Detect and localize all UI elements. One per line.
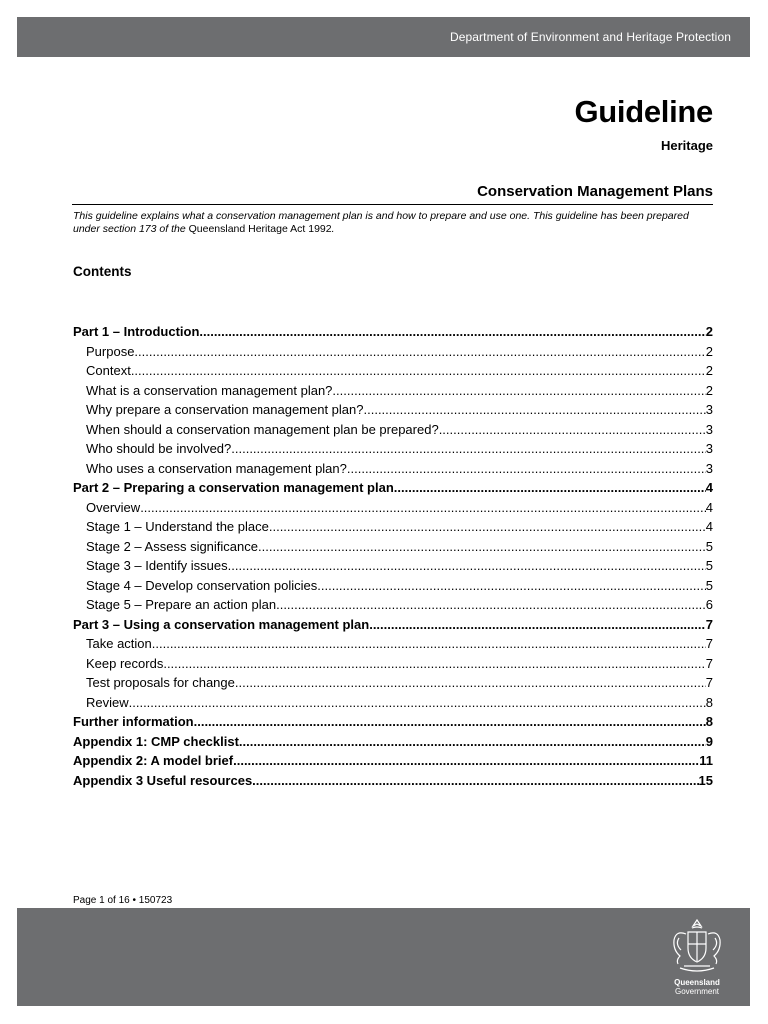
toc-entry-page: 3 — [705, 441, 713, 456]
document-title: Conservation Management Plans — [477, 183, 713, 200]
toc-entry-label: Stage 3 – Identify issues — [86, 558, 228, 573]
toc-entry-label: Part 3 – Using a conservation management plan — [73, 616, 370, 632]
toc-entry-page: 9 — [705, 733, 713, 749]
toc-leader-dots — [134, 342, 705, 362]
toc-entry-label: Appendix 2: A model brief — [73, 753, 234, 768]
toc-entry[interactable] — [73, 615, 713, 635]
toc-entry-label: Further information — [73, 714, 194, 729]
toc-leader-dots — [276, 595, 706, 615]
toc-entry[interactable] — [73, 400, 713, 420]
toc-entry-label: Why prepare a conservation management plan? — [86, 402, 364, 417]
toc-leader-dots — [364, 400, 706, 420]
toc-leader-dots — [152, 634, 706, 654]
toc-leader-dots — [347, 459, 706, 479]
toc-entry-page: 2 — [705, 324, 713, 339]
toc-leader-dots — [129, 693, 706, 713]
toc-entry[interactable] — [73, 478, 713, 498]
toc-entry-label: Who uses a conservation management plan? — [86, 460, 347, 476]
toc-entry-label: Part 2 – Preparing a conservation management plan — [73, 480, 394, 495]
toc-entry-label: Stage 5 – Prepare an action plan — [86, 597, 277, 612]
toc-entry-page: 11 — [699, 753, 713, 768]
toc-entry-page: 8 — [705, 694, 713, 710]
toc-entry[interactable] — [73, 517, 713, 537]
toc-entry-page: 3 — [705, 460, 713, 476]
toc-entry[interactable] — [73, 498, 713, 518]
toc-leader-dots — [163, 654, 705, 674]
intro-act-name: Queensland Heritage Act 1992 — [188, 223, 332, 235]
toc-entry[interactable] — [73, 634, 713, 654]
toc-leader-dots — [394, 478, 706, 498]
toc-leader-dots — [439, 420, 706, 440]
table-of-contents — [73, 322, 713, 790]
toc-entry[interactable] — [73, 322, 713, 342]
toc-entry-page: 7 — [705, 655, 713, 671]
toc-leader-dots — [252, 771, 698, 791]
toc-entry-label: Test proposals for change — [86, 675, 235, 690]
toc-entry-page: 4 — [705, 519, 713, 534]
toc-leader-dots — [233, 751, 699, 771]
toc-entry[interactable] — [73, 342, 713, 362]
document-type: Guideline — [574, 94, 713, 129]
contents-heading: Contents — [73, 264, 132, 279]
footer-bar — [17, 908, 750, 1006]
toc-entry-page: 4 — [705, 480, 713, 495]
title-divider — [72, 204, 713, 205]
toc-leader-dots — [199, 322, 705, 342]
toc-leader-dots — [269, 517, 706, 537]
toc-entry-page: 3 — [705, 402, 713, 417]
toc-entry[interactable] — [73, 595, 713, 615]
intro-paragraph — [73, 210, 718, 236]
toc-entry-page: 4 — [705, 499, 713, 515]
toc-entry-page: 3 — [705, 421, 713, 437]
toc-leader-dots — [140, 498, 706, 518]
toc-entry-label: Stage 4 – Develop conservation policies — [86, 577, 318, 593]
toc-entry[interactable] — [73, 537, 713, 557]
toc-entry-page: 5 — [705, 558, 713, 573]
toc-entry-page: 5 — [705, 538, 713, 554]
toc-entry-label: What is a conservation management plan? — [86, 382, 333, 398]
header-bar — [17, 17, 750, 57]
toc-leader-dots — [317, 576, 706, 596]
toc-entry-label: Take action — [86, 636, 152, 651]
toc-entry[interactable] — [73, 361, 713, 381]
toc-entry[interactable] — [73, 654, 713, 674]
toc-entry-label: Appendix 3 Useful resources — [73, 772, 253, 788]
toc-entry[interactable] — [73, 556, 713, 576]
toc-entry[interactable] — [73, 751, 713, 771]
document-category: Heritage — [660, 138, 713, 153]
toc-entry-label: Stage 2 – Assess significance — [86, 538, 258, 554]
toc-entry-page: 15 — [698, 772, 713, 788]
toc-entry-page: 7 — [705, 675, 713, 690]
intro-text: This guideline explains what a conservation management plan is and how to prepare and use one. This guideline has been prepared under section 173 of the — [73, 210, 689, 235]
toc-entry[interactable] — [73, 712, 713, 732]
toc-entry[interactable] — [73, 732, 713, 752]
toc-entry-label: Stage 1 – Understand the place — [86, 519, 269, 534]
toc-entry[interactable] — [73, 459, 713, 479]
toc-entry-page: 2 — [705, 382, 713, 398]
toc-leader-dots — [228, 556, 706, 576]
page-info: Page 1 of 16 • 150723 — [73, 895, 173, 906]
toc-entry[interactable] — [73, 693, 713, 713]
logo-text-queensland: Queensland — [674, 978, 720, 987]
toc-leader-dots — [239, 732, 706, 752]
toc-leader-dots — [258, 537, 706, 557]
toc-entry[interactable] — [73, 420, 713, 440]
coat-of-arms-icon — [666, 916, 728, 976]
toc-entry-label: Purpose — [86, 343, 135, 359]
toc-entry-page: 8 — [705, 714, 713, 729]
toc-entry-label: Part 1 – Introduction — [73, 324, 200, 339]
toc-entry[interactable] — [73, 576, 713, 596]
toc-entry[interactable] — [73, 771, 713, 791]
logo-text-government: Government — [674, 987, 720, 996]
toc-leader-dots — [194, 712, 706, 732]
toc-entry-label: Context — [86, 363, 131, 378]
toc-leader-dots — [235, 673, 706, 693]
toc-entry-page: 7 — [705, 616, 713, 632]
toc-leader-dots — [231, 439, 706, 459]
toc-entry-page: 7 — [705, 636, 713, 651]
queensland-government-logo — [666, 916, 728, 998]
toc-entry-label: Who should be involved? — [86, 441, 232, 456]
toc-entry-label: Review — [86, 694, 129, 710]
toc-entry[interactable] — [73, 439, 713, 459]
toc-entry-page: 5 — [705, 577, 713, 593]
toc-entry-label: Overview — [86, 499, 141, 515]
toc-entry-page: 6 — [705, 597, 713, 612]
toc-entry-label: When should a conservation management plan be prepared? — [86, 421, 439, 437]
toc-entry-page: 2 — [705, 363, 713, 378]
toc-entry-label: Keep records — [86, 655, 164, 671]
toc-leader-dots — [332, 381, 705, 401]
toc-entry[interactable] — [73, 673, 713, 693]
toc-leader-dots — [131, 361, 706, 381]
toc-leader-dots — [369, 615, 706, 635]
toc-entry-label: Appendix 1: CMP checklist — [73, 733, 239, 749]
toc-entry[interactable] — [73, 381, 713, 401]
department-name: Department of Environment and Heritage Protection — [449, 30, 731, 44]
intro-end: . — [331, 223, 335, 235]
toc-entry-page: 2 — [705, 343, 713, 359]
